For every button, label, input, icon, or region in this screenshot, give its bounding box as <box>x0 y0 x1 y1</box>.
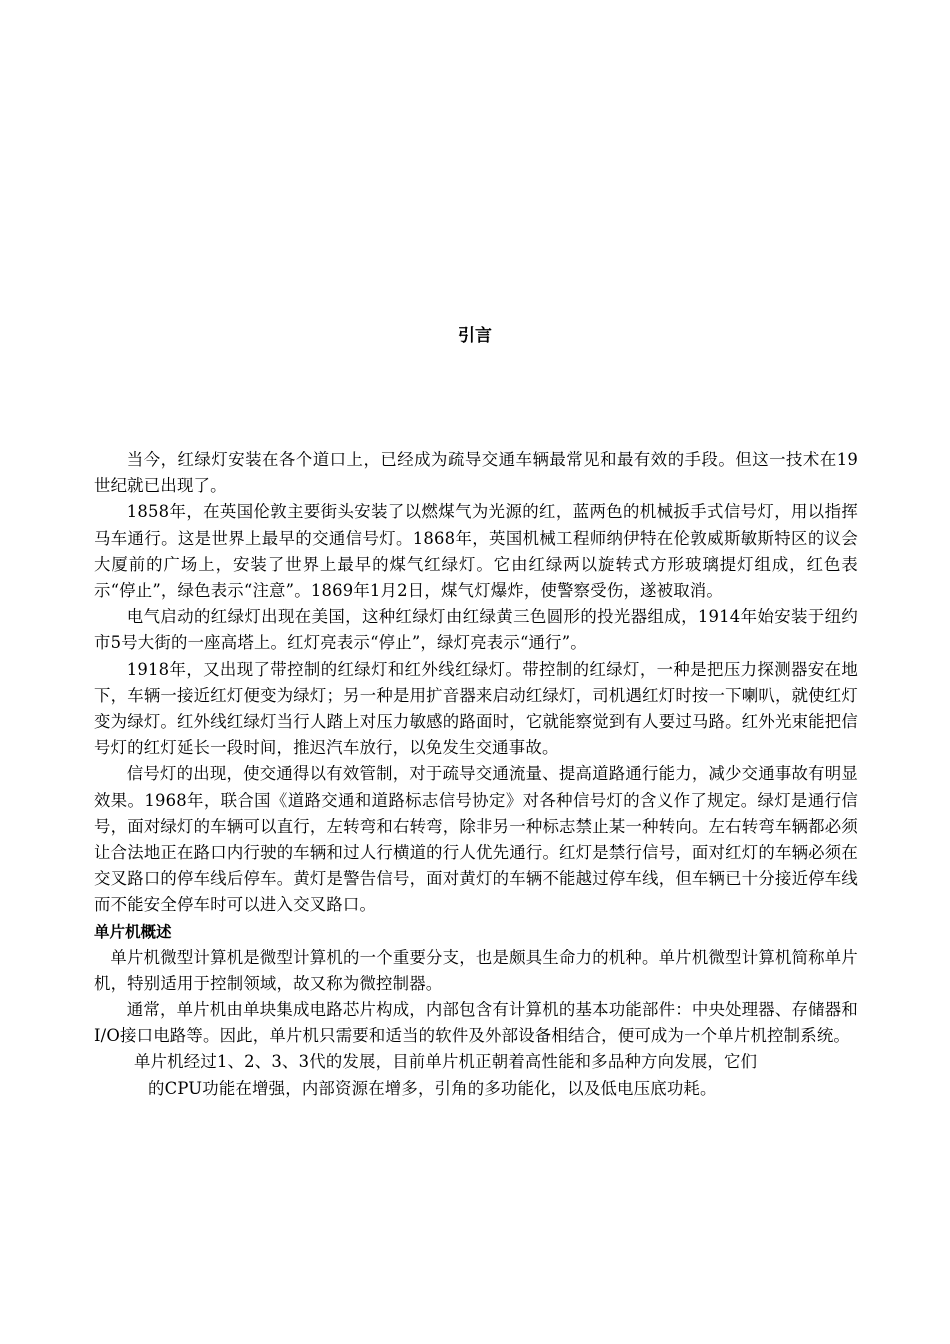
paragraph-mcu-intro: 单片机微型计算机是微型计算机的一个重要分支，也是颇具生命力的机种。单片机微型计算机简称单片机，特别适用于控制领域，故又称为微控制器。 <box>94 947 858 993</box>
paragraph-electric: 电气启动的红绿灯出现在美国，这种红绿灯由红绿黄三色圆形的投光器组成，1914年始安装于纽约市5号大街的一座高塔上。红灯亮表示“停止”，绿灯亮表示“通行”。 <box>94 607 858 653</box>
paragraph-intro: 当今，红绿灯安装在各个道口上，已经成为疏导交通车辆最常见和最有效的手段。但这一技术在19世纪就已出现了。 <box>94 450 858 496</box>
document-body <box>94 447 858 1102</box>
paragraph-line-1: 单片机经过1、2、3、3代的发展，目前单片机正朝着高性能和多品种方向发展，它们 <box>134 1052 758 1072</box>
paragraph-1918: 1918年，又出现了带控制的红绿灯和红外线红绿灯。带控制的红绿灯，一种是把压力探测器安在地下，车辆一接近红灯便变为绿灯；另一种是用扩音器来启动红绿灯，司机遇红灯时按一下喇叭，就使红灯变为绿灯。红外线红绿灯当行人踏上对压力敏感的路面时，它就能察觉到有人要过马路。红外光束能把信号灯的红灯延长一段时间，推迟汽车放行，以免发生交通事故。 <box>94 659 858 758</box>
paragraph-1858: 1858年，在英国伦敦主要街头安装了以燃煤气为光源的红，蓝两色的机械扳手式信号灯，用以指挥马车通行。这是世界上最早的交通信号灯。1868年，英国机械工程师纳伊特在伦敦威斯敏斯特区的议会大厦前的广场上，安装了世界上最早的煤气红绿灯。它由红绿两以旋转式方形玻璃提灯组成，红色表示“停止”，绿色表示“注意”。1869年1月2日，煤气灯爆炸，使警察受伤，遂被取消。 <box>94 502 858 601</box>
section-heading: 单片机概述 <box>94 922 172 941</box>
paragraph-mcu-structure: 通常，单片机由单块集成电路芯片构成，内部包含有计算机的基本功能部件：中央处理器、存储器和I/O接口电路等。因此，单片机只需要和适当的软件及外部设备相结合，便可成为一个单片机控制系统。 <box>94 1000 858 1046</box>
paragraph-signal: 信号灯的出现，使交通得以有效管制，对于疏导交通流量、提高道路通行能力，减少交通事故有明显效果。1968年，联合国《道路交通和道路标志信号协定》对各种信号灯的含义作了规定。绿灯是通行信号，面对绿灯的车辆可以直行，左转弯和右转弯，除非另一种标志禁止某一种转向。左右转弯车辆都必须让合法地正在路口内行驶的车辆和过人行横道的行人优先通行。红灯是禁行信号，面对红灯的车辆必须在交叉路口的停车线后停车。黄灯是警告信号，面对黄灯的车辆不能越过停车线，但车辆已十分接近停车线而不能安全停车时可以进入交叉路口。 <box>94 764 858 915</box>
paragraph-line-2: 的CPU功能在增强，内部资源在增多，引角的多功能化，以及低电压底功耗。 <box>148 1078 717 1098</box>
paragraph-mcu-development <box>134 1049 854 1101</box>
page-title: 引言 <box>458 326 492 346</box>
